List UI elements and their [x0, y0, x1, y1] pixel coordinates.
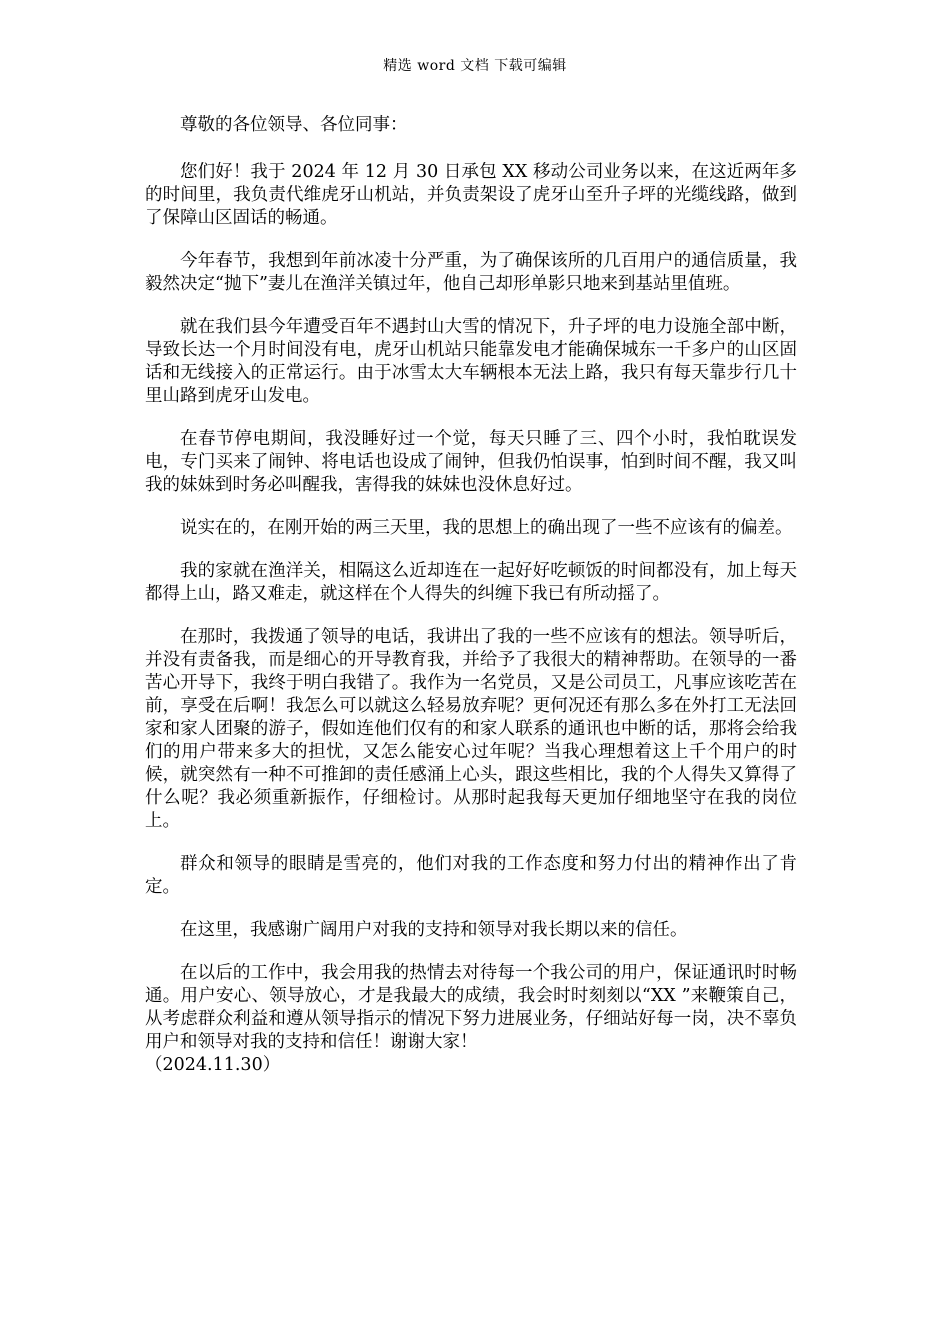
- letter-date: （2024.11.30）: [145, 1055, 281, 1075]
- paragraph-snowstorm: 就在我们县今年遭受百年不遇封山大雪的情况下，升子坪的电力设施全部中断，导致长达一个月时间没有电，虎牙山机站只能靠发电才能确保城东一千多户的山区固话和无线接入的正常运行。由于冰雪太大车辆根本无法上路，我只有每天靠步行几十里山路到虎牙山发电。: [145, 317, 797, 406]
- salutation: 尊敬的各位领导、各位同事：: [180, 115, 408, 135]
- paragraph-spring-festival: 今年春节，我想到年前冰凌十分严重，为了确保该所的几百用户的通信质量，我毅然决定“抛下”妻儿在渔洋关镇过年，他自己却形单影只地来到基站里值班。: [145, 251, 797, 294]
- letter-body: [145, 114, 797, 1077]
- paragraph-power-outage: 在春节停电期间，我没睡好过一个觉，每天只睡了三、四个小时，我怕耽误发电，专门买来了闹钟、将电话也设成了闹钟，但我仍怕误事，怕到时间不醒，我又叫我的妹妹到时务必叫醒我，害得我的妹妹也没休息好过。: [145, 429, 797, 495]
- paragraph-thanks: 在这里，我感谢广阔用户对我的支持和领导对我长期以来的信任。: [180, 920, 688, 940]
- paragraph-greeting: 您们好！我于 2024 年 12 月 30 日承包 XX 移动公司业务以来，在这近两年多的时间里，我负责代维虎牙山机站，并负责架设了虎牙山至升子坪的光缆线路，做到了保障山区固话的畅通。: [145, 162, 797, 228]
- paragraph-family: 我的家就在渔洋关，相隔这么近却连在一起好好吃顿饭的时间都没有，加上每天都得上山，路又难走，就这样在个人得失的纠缠下我已有所动摇了。: [145, 561, 797, 604]
- paragraph-doubts: 说实在的，在刚开始的两三天里，我的思想上的确出现了一些不应该有的偏差。: [180, 518, 793, 538]
- page-header: 精选 word 文档 下载可编辑: [383, 58, 567, 74]
- paragraph-future: 在以后的工作中，我会用我的热情去对待每一个我公司的用户，保证通讯时时畅通。用户安心、领导放心，才是我最大的成绩，我会时时刻刻以“XX ”来鞭策自己，从考虑群众利益和遵从领导指示的情况下努力进展业务，仔细站好每一岗，决不辜负用户和领导对我的支持和信任！谢谢大家！: [145, 963, 797, 1052]
- paragraph-recognition: 群众和领导的眼睛是雪亮的，他们对我的工作态度和努力付出的精神作出了肯定。: [145, 854, 797, 897]
- paragraph-leadership-guidance: 在那时，我拨通了领导的电话，我讲出了我的一些不应该有的想法。领导听后，并没有责备我，而是细心的开导教育我，并给予了我很大的精神帮助。在领导的一番苦心开导下，我终于明白我错了。我作为一名党员，又是公司员工，凡事应该吃苦在前，享受在后啊！我怎么可以就这么轻易放弃呢？更何况还有那么多在外打工无法回家和家人团聚的游子，假如连他们仅有的和家人联系的通讯也中断的话，那将会给我们的用户带来多大的担忧，又怎么能安心过年呢？当我心理想着这上千个用户的时候，就突然有一种不可推卸的责任感涌上心头，跟这些相比，我的个人得失又算得了什么呢？我必须重新振作，仔细检讨。从那时起我每天更加仔细地坚守在我的岗位上。: [145, 627, 797, 831]
